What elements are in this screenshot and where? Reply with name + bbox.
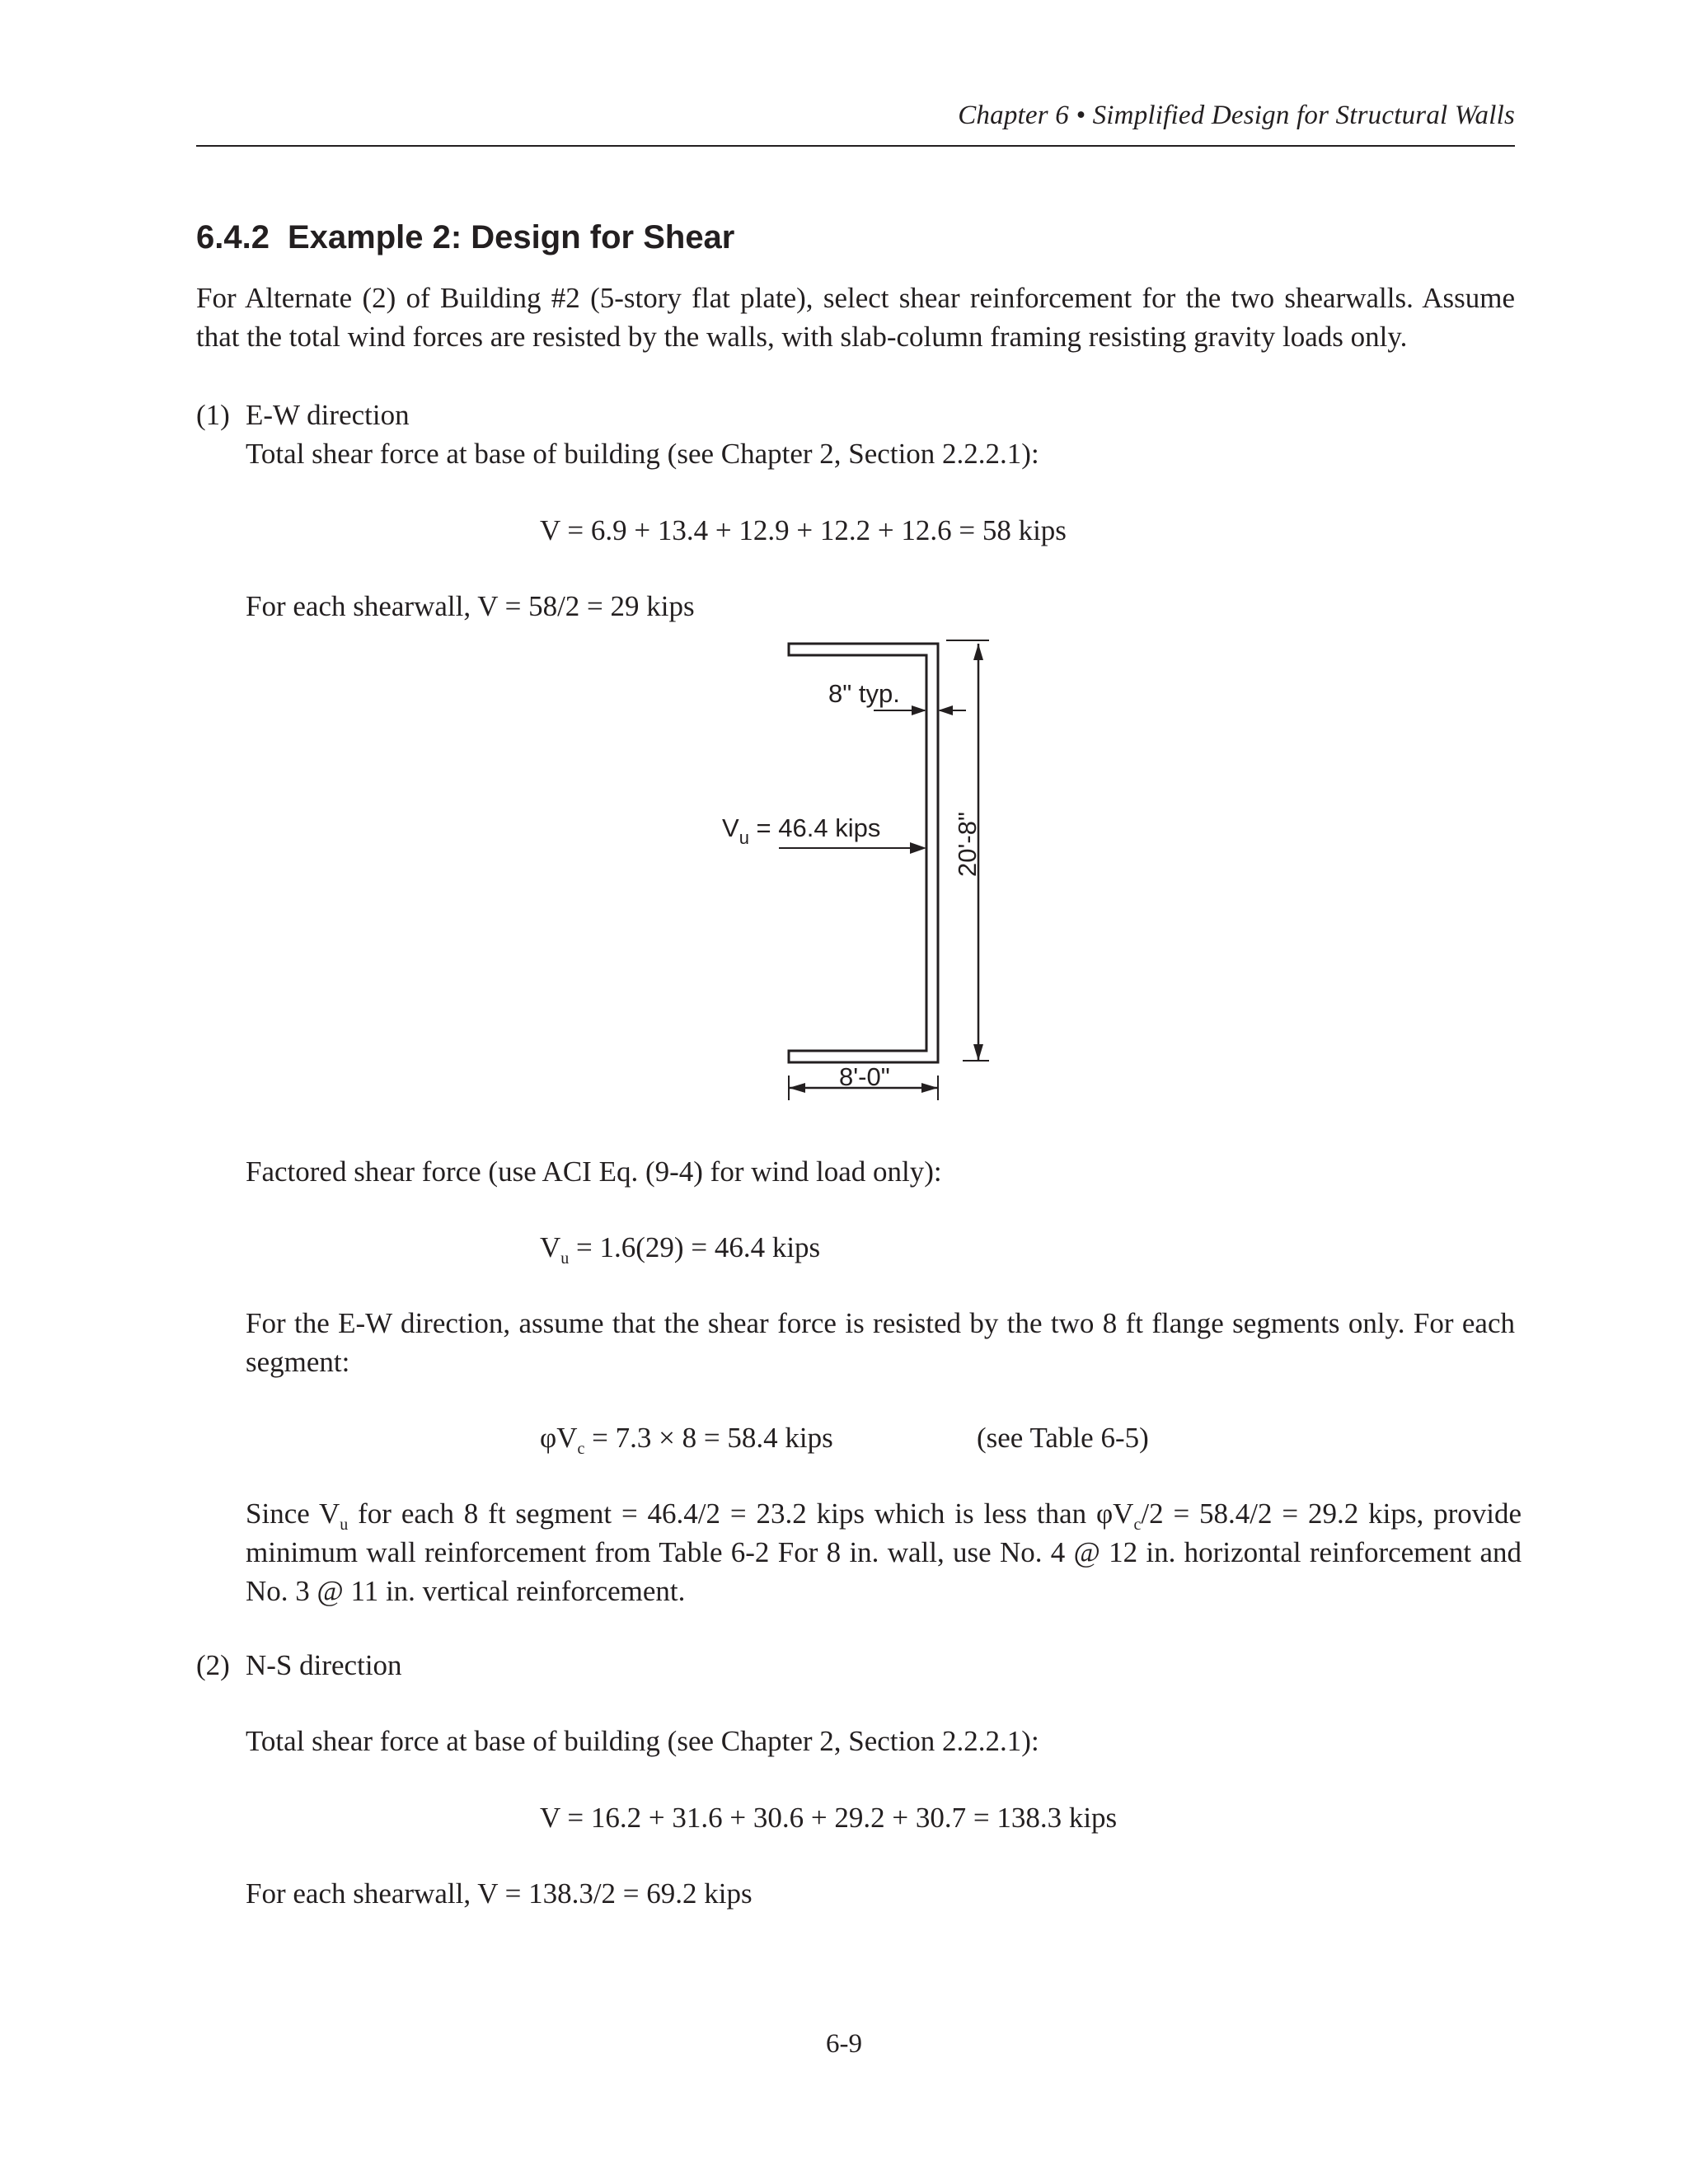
dim-arrowhead-top	[973, 644, 983, 660]
ns-per-wall-shear: For each shearwall, V = 138.3/2 = 69.2 kips	[246, 1877, 753, 1910]
ns-total-shear-equation: V = 16.2 + 31.6 + 30.6 + 29.2 + 30.7 = 138.3 kips	[540, 1802, 1118, 1834]
ew-total-shear-text: Total shear force at base of building (see Chapter 2, Section 2.2.2.1):	[246, 438, 1039, 470]
thickness-arrowhead-right	[938, 705, 953, 715]
width-dimension-label: 8'-0"	[839, 1062, 890, 1091]
ns-marker: (2)	[196, 1649, 230, 1681]
ew-factored-text: Factored shear force (use ACI Eq. (9-4) for wind load only):	[246, 1155, 942, 1188]
section-number: 6.4.2	[196, 219, 270, 255]
ew-total-shear-equation: V = 6.9 + 13.4 + 12.9 + 12.2 + 12.6 = 58 kips	[540, 514, 1067, 546]
running-header: Chapter 6 • Simplified Design for Structural Walls	[958, 101, 1515, 130]
ns-title: N-S direction	[246, 1649, 402, 1681]
ew-title: E-W direction	[246, 399, 410, 431]
ns-total-shear-text: Total shear force at base of building (see Chapter 2, Section 2.2.2.1):	[246, 1725, 1039, 1757]
height-dimension-label: 20'-8"	[953, 812, 982, 877]
ew-assumption-paragraph: For the E-W direction, assume that the shear force is resisted by the two 8 ft flange segments only. For each segment:	[246, 1307, 1515, 1378]
page-number: 6-9	[826, 2029, 862, 2059]
thickness-label: 8" typ.	[828, 679, 900, 708]
dim-arrowhead-left	[789, 1083, 805, 1093]
section-title: Example 2: Design for Shear	[287, 219, 735, 255]
thickness-arrowhead-left	[912, 705, 926, 715]
ew-vu-equation: $V_u = 1.6(29) = 46.4$ kips	[540, 1231, 821, 1268]
ew-marker: (1)	[196, 399, 230, 431]
ew-conclusion-paragraph: Since $V_u$ for each 8 ft segment = 46.4/2 = 23.2 kips which is less than $\varphi V_c/2 = 58.4/2 = 29.2$ kips, provide minimum wall reinforcement from Table 6-2 For 8 in. wall, use No. 4 @ 12 in. horizontal reinforcement and No. 3 @ 11 in. vertical reinforcement.	[246, 1497, 1522, 1607]
dim-arrowhead-right	[921, 1083, 938, 1093]
load-label: $V_u = 46.4$ kips	[722, 813, 881, 848]
intro-paragraph: For Alternate (2) of Building #2 (5-story flat plate), select shear reinforcement for the two shearwalls. Assume that the total wind forces are resisted by the walls, with slab-column framing resisting gravity loads only.	[196, 282, 1515, 353]
ew-phivc-reference: (see Table 6-5)	[977, 1422, 1149, 1454]
ew-per-wall-shear: For each shearwall, V = 58/2 = 29 kips	[246, 590, 695, 622]
load-arrowhead	[910, 842, 926, 854]
dim-arrowhead-bottom	[973, 1044, 983, 1061]
ew-phivc-equation: $\varphi V_c = 7.3 \times 8 = 58.4$ kips	[540, 1422, 833, 1458]
